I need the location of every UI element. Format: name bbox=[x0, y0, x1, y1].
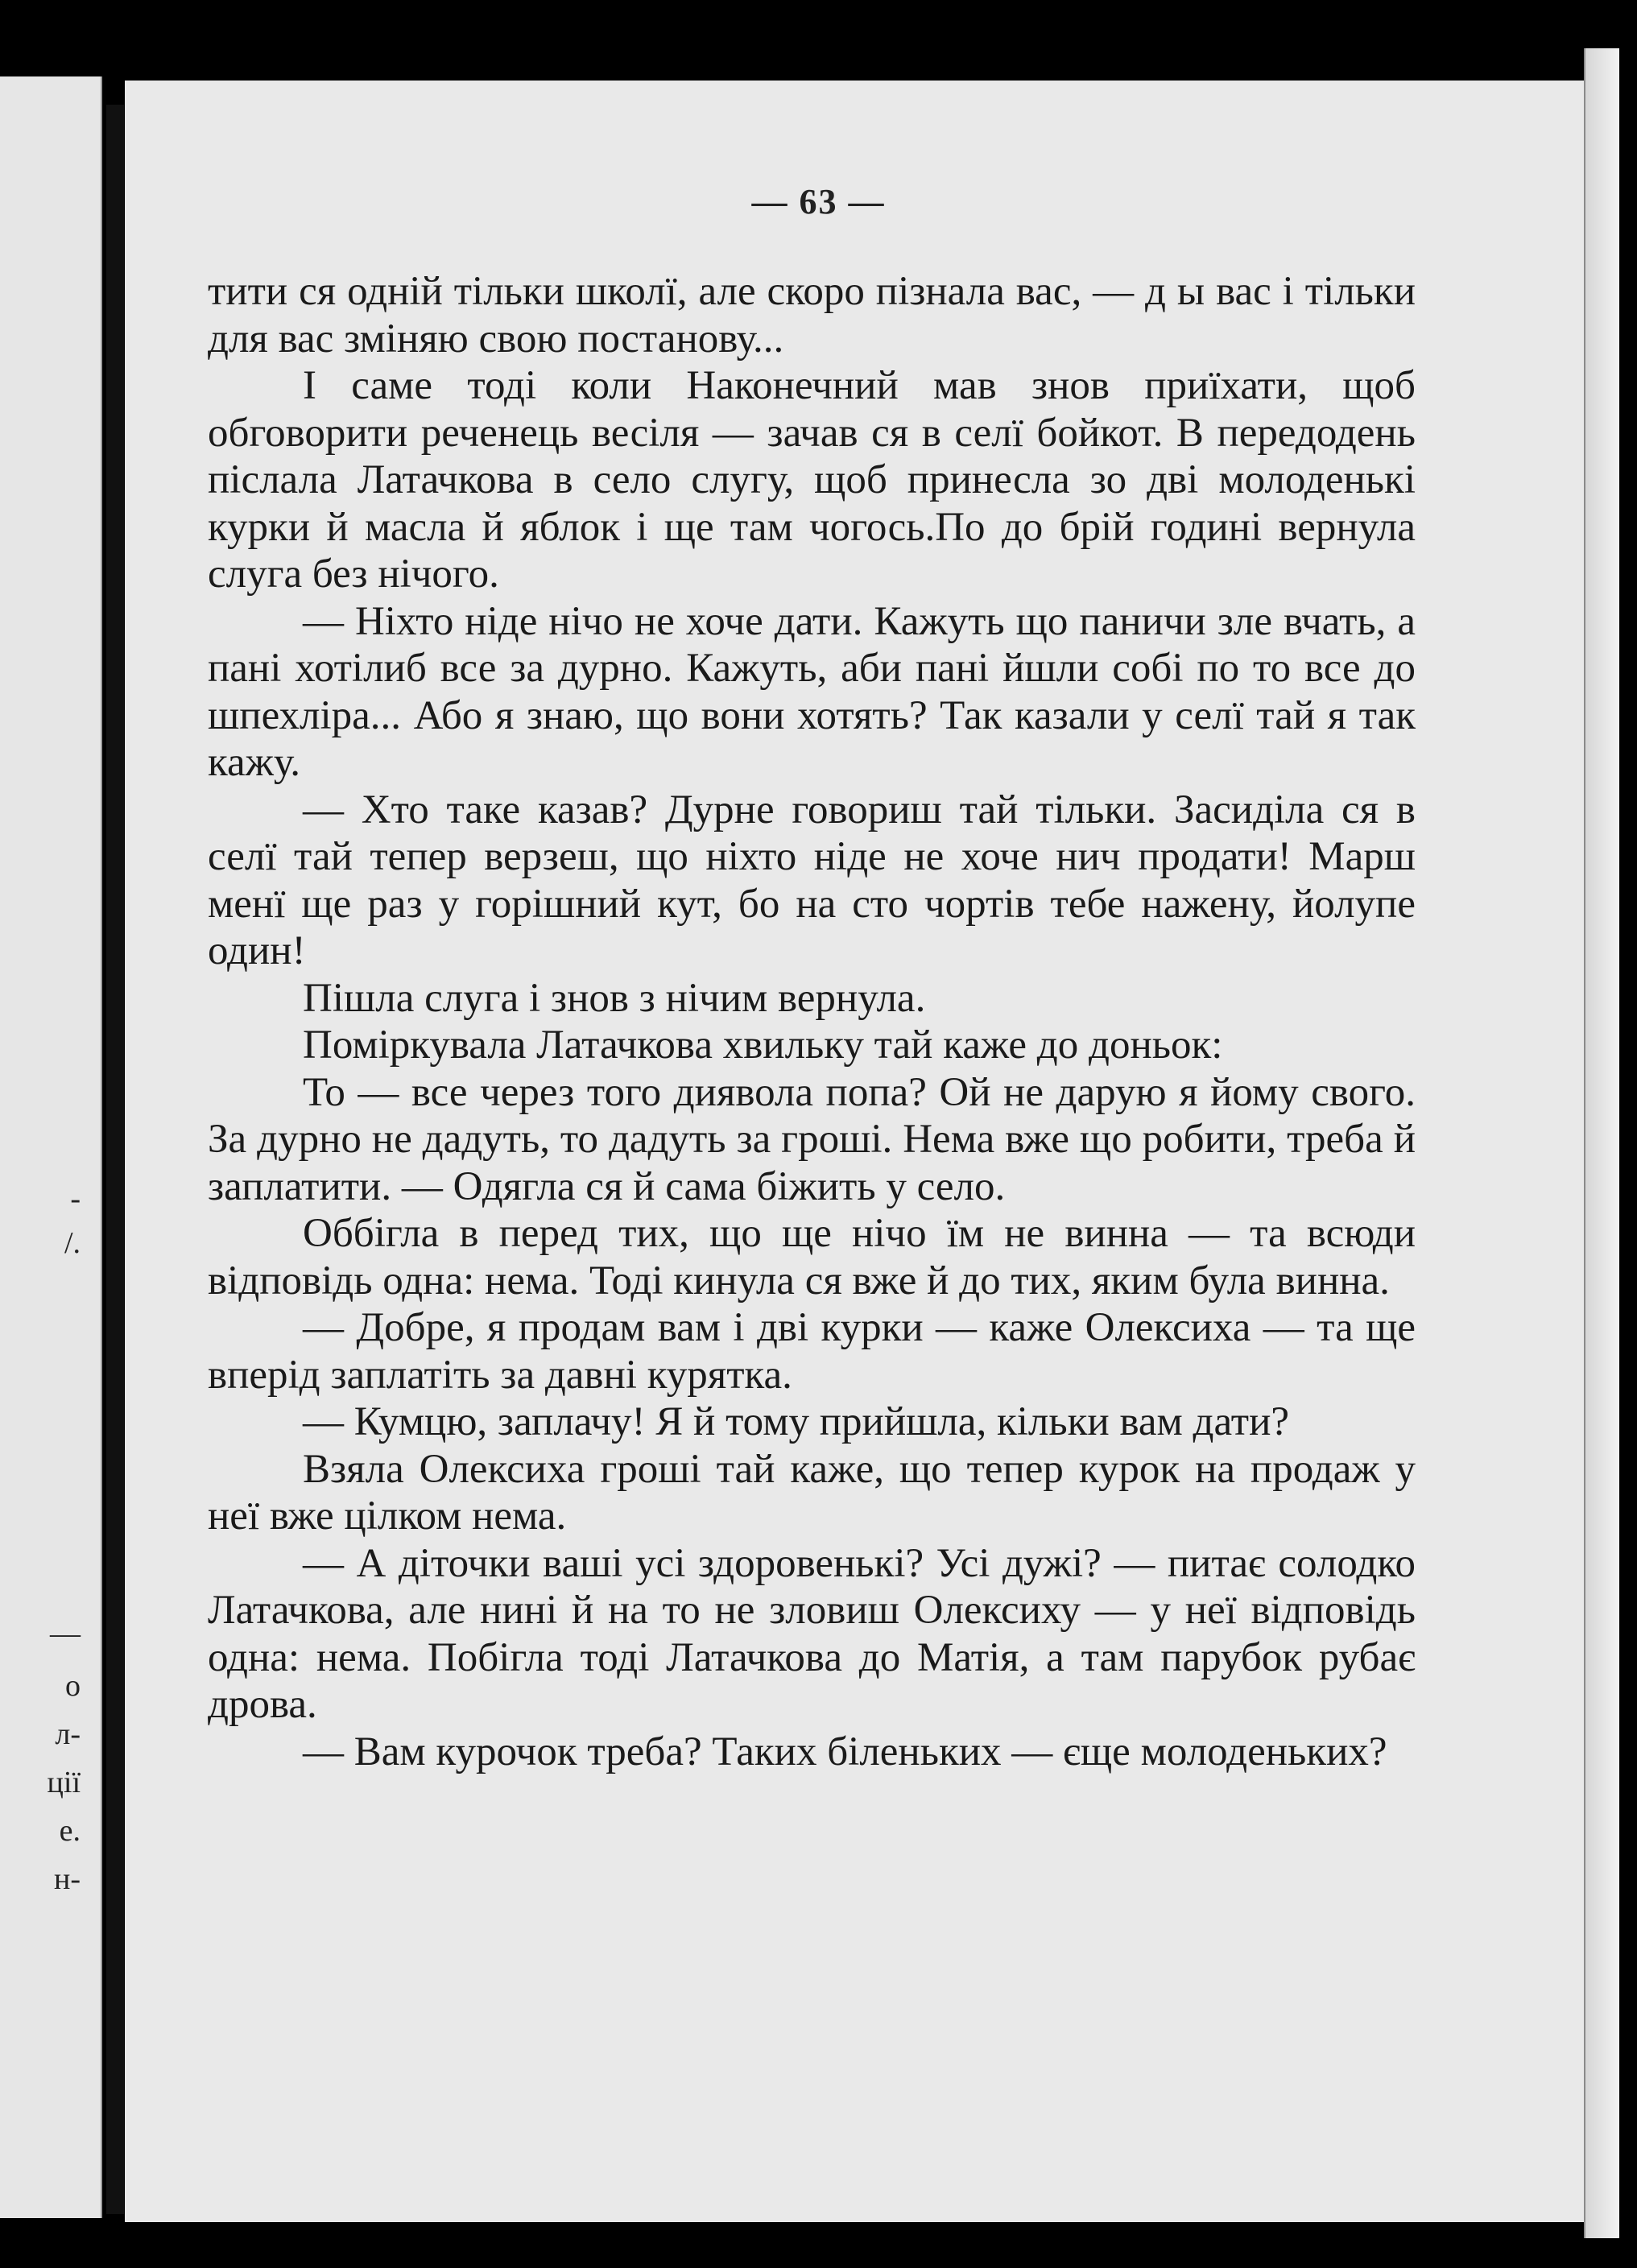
book-spine bbox=[106, 105, 124, 2214]
left-fragment: ції bbox=[47, 1766, 81, 1799]
paragraph: То — все через того диявола попа? Ой не дарую я йому свого. За дурно не дадуть, то дадуть за гроші. Нема вже що робити, треба й заплатити. — Одягла ся й сама біжить у село. bbox=[208, 1069, 1416, 1209]
paragraph: — Хто таке казав? Дурне говориш тай тільки. Засиділа ся в селї тай тепер верзеш, що ніхто ніде не хоче нич продати! Марш менї ще раз у горішний кут, бо на сто чортів тебе нажену, йолупе один! bbox=[208, 787, 1416, 973]
left-fragment: о bbox=[65, 1669, 81, 1703]
left-fragment: — bbox=[50, 1617, 81, 1650]
paragraph: — Ніхто ніде нічо не хоче дати. Кажуть що паничи зле вчать, а пані хотілиб все за дурно. Кажуть, аби пані йшли собі по то все до шпехліра... Або я знаю, що вони хотять? Так казали у селї тай я так кажу. bbox=[208, 598, 1416, 785]
page-number: — 63 — bbox=[751, 182, 886, 221]
paragraph: Взяла Олексиха гроші тай каже, що тепер курок на продаж у неї вже цілком нема. bbox=[208, 1446, 1416, 1539]
paragraph: — Добре, я продам вам і дві курки — каже Олексиха — та ще вперід заплатіть за давні курятка. bbox=[208, 1305, 1416, 1398]
paragraph: — Кумцю, заплачу! Я й тому прийшла, кільки вам дати? bbox=[303, 1399, 1289, 1444]
paragraph: тити ся одній тільки школї, але скоро пізнала вас, — д ы вас і тільки для вас зміняю свою постанову... bbox=[208, 269, 1416, 361]
paragraph: — Вам курочок треба? Таких біленьких — єще молоденьких? bbox=[303, 1729, 1387, 1774]
paragraph: Пішла слуга і знов з нічим вернула. bbox=[303, 975, 926, 1021]
page-text bbox=[208, 268, 1416, 1775]
left-fragment: /. bbox=[64, 1226, 81, 1260]
paragraph: — А діточки ваші усі здоровенькі? Усі дужі? — питає солодко Латачкова, але нині й на то не зловиш Олексиху — у неї відповідь одна: нема. Побігла тоді Латачкова до Матія, а там парубок рубає дрова. bbox=[208, 1540, 1416, 1727]
paragraph: Оббігла в перед тих, що ще нічо їм не винна — та всюди відповідь одна: нема. Тоді кинула ся вже й до тих, яким була винна. bbox=[208, 1211, 1416, 1303]
left-fragment: н- bbox=[54, 1862, 81, 1896]
left-page-edge bbox=[0, 76, 102, 2218]
left-fragment: - bbox=[70, 1182, 81, 1216]
left-fragment: е. bbox=[59, 1814, 81, 1848]
left-fragment: л- bbox=[55, 1717, 81, 1751]
paragraph: Поміркувала Латачкова хвильку тай каже до доньок: bbox=[303, 1022, 1223, 1068]
page-edge bbox=[1584, 48, 1619, 2238]
paragraph: І саме тоді коли Наконечний мав знов приїхати, щоб обговорити реченець весіля — зачав ся в селї бойкот. В передодень післала Латачкова в село слугу, щоб принесла зо дві молоденькі курки й масла й яблок і ще там чогось.По до брій годині вернула слуга без нічого. bbox=[208, 363, 1416, 597]
